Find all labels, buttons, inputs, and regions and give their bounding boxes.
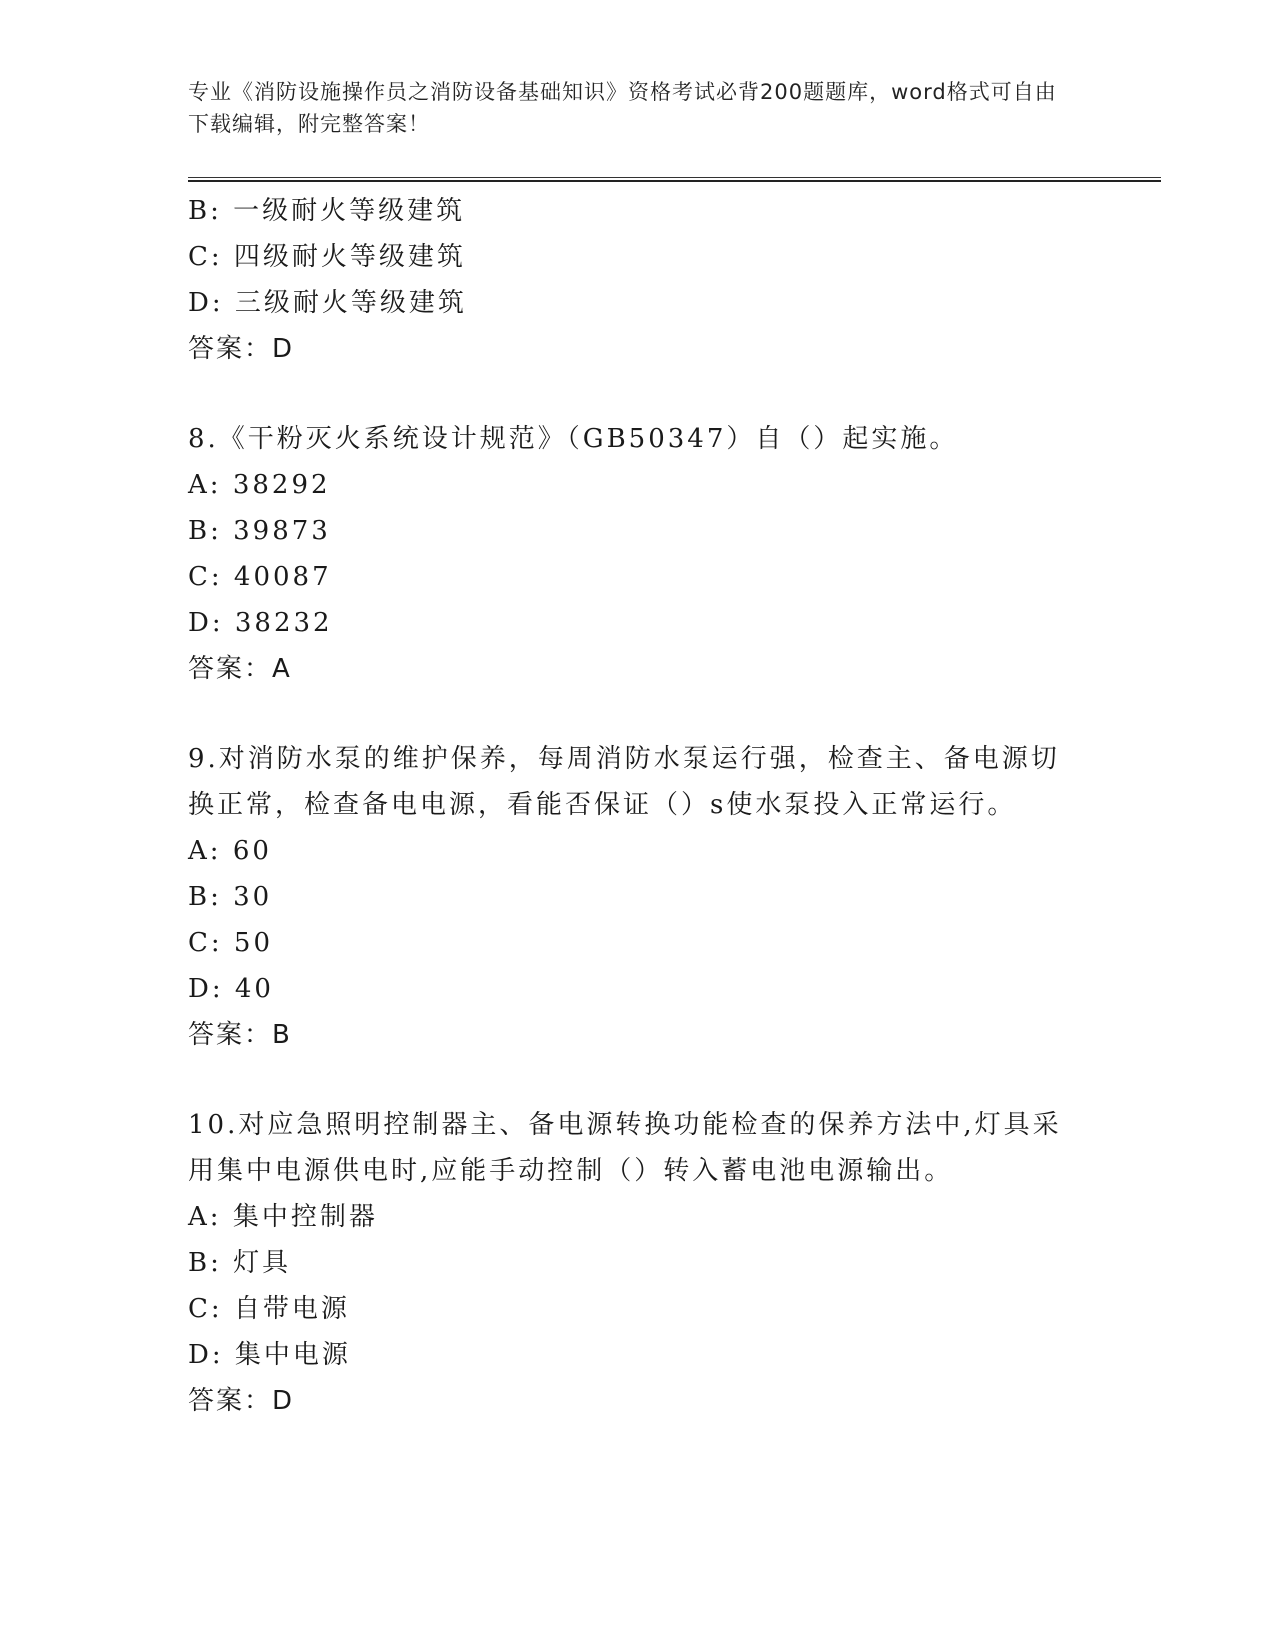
- document-header: 专业《消防设施操作员之消防设备基础知识》资格考试必背200题题库，word格式可自由下载编辑，附完整答案！: [188, 80, 1057, 136]
- option-b: [188, 188, 1068, 234]
- option-text: 集中控制器: [232, 1202, 378, 1232]
- question-block-7: [188, 188, 1068, 372]
- answer-line: 答案：B: [188, 1020, 292, 1050]
- option-c: [188, 920, 1068, 966]
- option-label: C:: [188, 928, 223, 958]
- question-stem: 8.《干粉灭火系统设计规范》（GB50347）自（）起实施。: [188, 424, 959, 454]
- option-label: C:: [188, 242, 223, 272]
- question-block-8: [188, 416, 1068, 692]
- question-block-9: [188, 736, 1068, 1058]
- option-text: 一级耐火等级建筑: [233, 196, 466, 226]
- option-label: C:: [188, 1294, 223, 1324]
- option-c: [188, 1286, 1068, 1332]
- option-label: B:: [188, 196, 222, 226]
- option-text: 30: [233, 882, 273, 912]
- option-text: 三级耐火等级建筑: [234, 288, 467, 318]
- option-text: 50: [233, 928, 274, 958]
- option-label: D:: [188, 288, 224, 318]
- option-a: [188, 1194, 1068, 1240]
- header-divider-thin: [188, 177, 1161, 178]
- option-b: [188, 874, 1068, 920]
- option-label: B:: [188, 516, 222, 546]
- question-list: [188, 188, 1068, 1424]
- question-stem: 9.对消防水泵的维护保养，每周消防水泵运行强，检查主、备电源切换正常，检查备电电源，看能否保证（）s使水泵投入正常运行。: [188, 744, 1060, 820]
- option-a: [188, 828, 1068, 874]
- option-label: B:: [188, 882, 222, 912]
- option-d: [188, 280, 1068, 326]
- option-text: 38292: [232, 470, 331, 500]
- option-text: 灯具: [233, 1248, 292, 1278]
- answer-line: 答案：A: [188, 654, 292, 684]
- question-block-10: [188, 1102, 1068, 1424]
- option-label: B:: [188, 1248, 222, 1278]
- option-d: [188, 1332, 1068, 1378]
- option-label: A:: [188, 836, 222, 866]
- header-divider-thick: [188, 180, 1161, 182]
- option-label: C:: [188, 562, 223, 592]
- option-label: A:: [188, 1202, 222, 1232]
- option-text: 40: [234, 974, 274, 1004]
- option-b: [188, 508, 1068, 554]
- option-text: 40087: [233, 562, 332, 592]
- option-text: 39873: [233, 516, 331, 546]
- option-label: D:: [188, 608, 224, 638]
- option-label: D:: [188, 974, 224, 1004]
- option-a: [188, 462, 1068, 508]
- option-label: A:: [188, 470, 222, 500]
- option-text: 60: [232, 836, 272, 866]
- answer-line: 答案：D: [188, 1386, 295, 1416]
- option-c: [188, 554, 1068, 600]
- question-stem: 10.对应急照明控制器主、备电源转换功能检查的保养方法中,灯具采用集中电源供电时,应能手动控制（）转入蓄电池电源输出。: [188, 1110, 1062, 1186]
- option-text: 38232: [234, 608, 333, 638]
- option-d: [188, 600, 1068, 646]
- option-c: [188, 234, 1068, 280]
- answer-line: 答案：D: [188, 334, 295, 364]
- option-text: 自带电源: [233, 1294, 350, 1324]
- option-label: D:: [188, 1340, 224, 1370]
- option-d: [188, 966, 1068, 1012]
- option-text: 四级耐火等级建筑: [233, 242, 466, 272]
- option-b: [188, 1240, 1068, 1286]
- option-text: 集中电源: [234, 1340, 351, 1370]
